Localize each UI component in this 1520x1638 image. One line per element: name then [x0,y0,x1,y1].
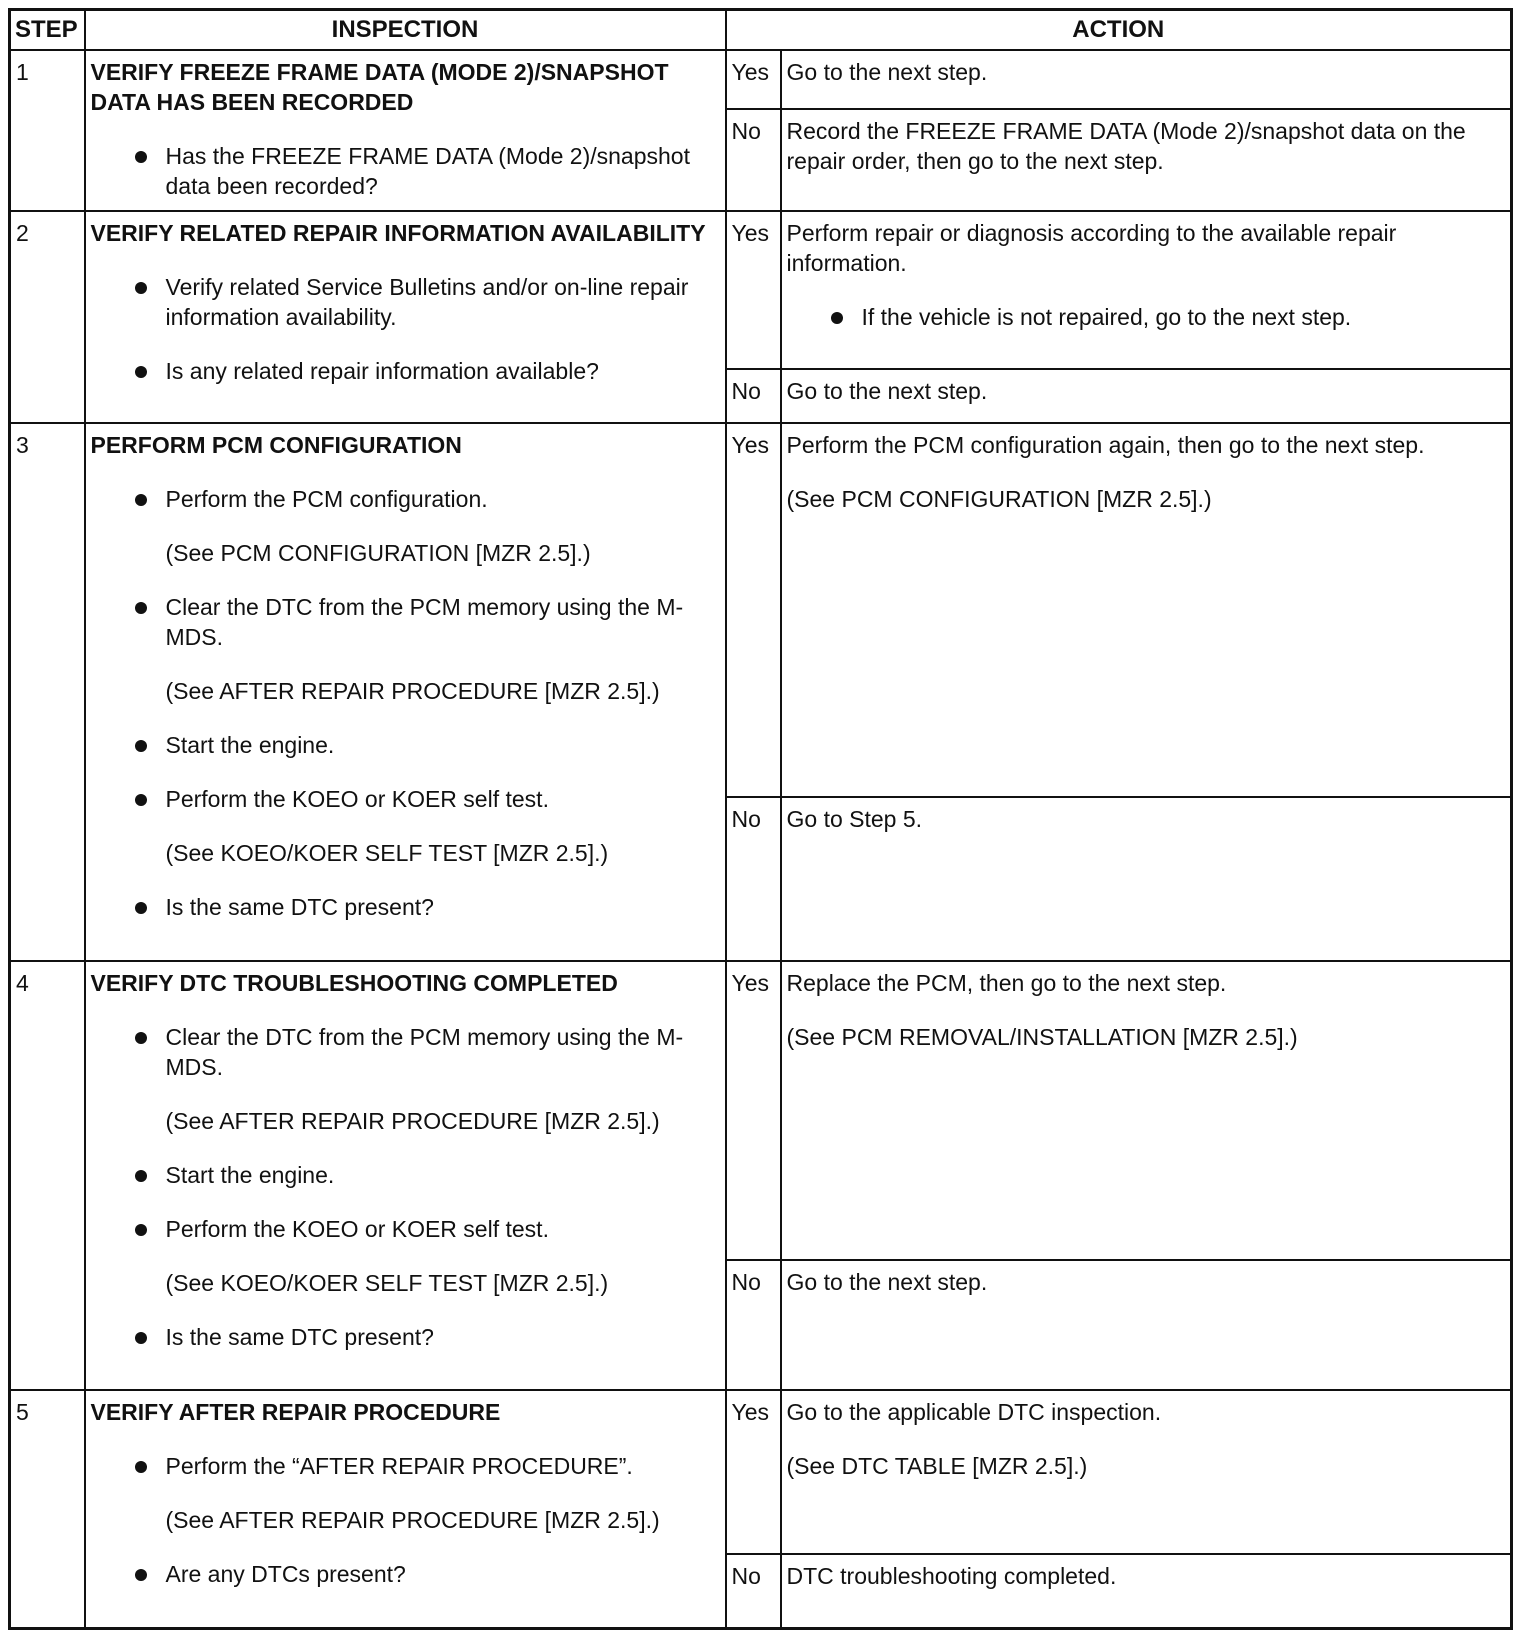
table-row [10,211,1512,368]
list-item: Is the same DTC present? [91,1322,720,1352]
inspection-title: VERIFY FREEZE FRAME DATA (MODE 2)/SNAPSHOT DATA HAS BEEN RECORDED [90,59,669,115]
table-row [10,1390,1512,1554]
yes-action: Replace the PCM, then go to the next step. (See PCM REMOVAL/INSTALLATION [MZR 2.5].) [781,961,1512,1260]
yes-action: Go to the next step. [781,50,1512,109]
no-action: Go to the next step. [781,1260,1512,1390]
bullet-list [91,484,720,922]
no-label: No [726,1260,781,1390]
inspection-title: VERIFY RELATED REPAIR INFORMATION AVAILABILITY [90,220,706,247]
yes-label: Yes [726,211,781,368]
procedure-table [8,8,1513,1630]
no-label: No [726,369,781,423]
yes-action: Perform repair or diagnosis according to the available repair information. If the vehicle is not repaired, go to the next step. [781,211,1512,368]
list-item: Clear the DTC from the PCM memory using the M-MDS. (See AFTER REPAIR PROCEDURE [MZR 2.5].) [91,592,720,706]
list-item: Start the engine. [91,1160,720,1190]
list-item: If the vehicle is not repaired, go to the next step. [787,302,1506,332]
no-action: Go to Step 5. [781,797,1512,961]
list-item: Perform the KOEO or KOER self test. (See KOEO/KOER SELF TEST [MZR 2.5].) [91,1214,720,1298]
list-item: Has the FREEZE FRAME DATA (Mode 2)/snapshot data been recorded? [91,141,720,201]
header-action: ACTION [726,10,1512,51]
list-item: Perform the PCM configuration. (See PCM CONFIGURATION [MZR 2.5].) [91,484,720,568]
yes-label: Yes [726,423,781,798]
table-row [10,423,1512,798]
bullet-list [91,1451,720,1589]
no-label: No [726,797,781,961]
inspection-cell [85,961,726,1391]
inspection-cell [85,211,726,422]
inspection-title: PERFORM PCM CONFIGURATION [90,431,462,458]
no-action: Go to the next step. [781,369,1512,423]
list-item: Perform the KOEO or KOER self test. (See KOEO/KOER SELF TEST [MZR 2.5].) [91,784,720,868]
step-number: 2 [10,211,85,422]
bullet-list [91,272,720,386]
yes-action: Go to the applicable DTC inspection. (See DTC TABLE [MZR 2.5].) [781,1390,1512,1554]
list-item: Perform the “AFTER REPAIR PROCEDURE”. (See AFTER REPAIR PROCEDURE [MZR 2.5].) [91,1451,720,1535]
inspection-cell [85,50,726,211]
bullet-list [91,141,720,201]
table-row [10,50,1512,109]
table-row [10,961,1512,1260]
action-bullet-list [787,302,1506,332]
step-number: 1 [10,50,85,211]
list-item: Is the same DTC present? [91,892,720,922]
step-number: 5 [10,1390,85,1628]
list-item: Clear the DTC from the PCM memory using the M-MDS. (See AFTER REPAIR PROCEDURE [MZR 2.5].) [91,1022,720,1136]
inspection-title: VERIFY AFTER REPAIR PROCEDURE [90,1399,501,1426]
header-step: STEP [10,10,85,51]
yes-label: Yes [726,961,781,1260]
yes-action: Perform the PCM configuration again, then go to the next step. (See PCM CONFIGURATION [MZR 2.5].) [781,423,1512,798]
list-item: Are any DTCs present? [91,1559,720,1589]
list-item: Start the engine. [91,730,720,760]
header-row [10,10,1512,51]
yes-label: Yes [726,1390,781,1554]
no-label: No [726,109,781,211]
step-number: 3 [10,423,85,961]
no-label: No [726,1554,781,1629]
inspection-cell [85,1390,726,1628]
no-action: DTC troubleshooting completed. [781,1554,1512,1629]
list-item: Is any related repair information available? [91,356,720,386]
header-inspection: INSPECTION [85,10,726,51]
inspection-cell [85,423,726,961]
step-number: 4 [10,961,85,1391]
bullet-list [91,1022,720,1352]
no-action: Record the FREEZE FRAME DATA (Mode 2)/snapshot data on the repair order, then go to the next step. [781,109,1512,211]
list-item: Verify related Service Bulletins and/or on-line repair information availability. [91,272,720,332]
yes-label: Yes [726,50,781,109]
inspection-title: VERIFY DTC TROUBLESHOOTING COMPLETED [90,969,618,996]
